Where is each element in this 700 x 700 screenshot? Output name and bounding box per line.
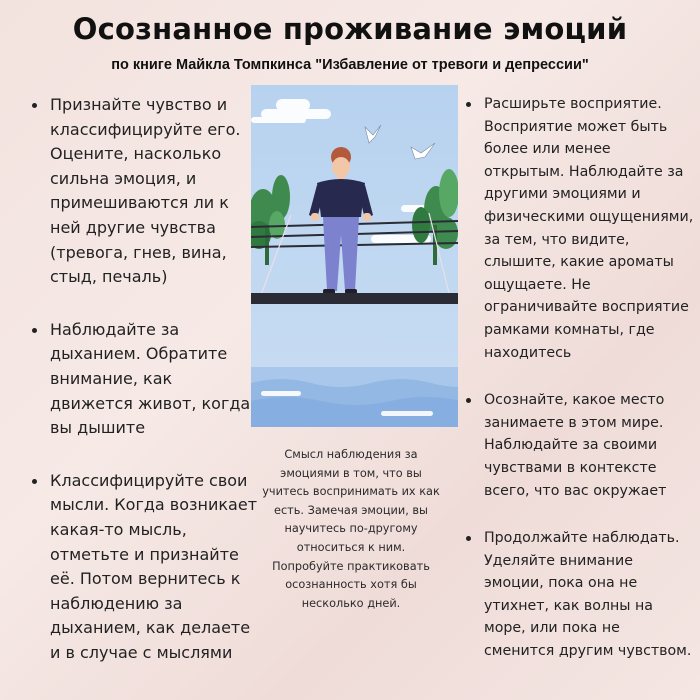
list-item: Продолжайте наблюдать. Уделяйте внимание эмоции, пока она не утихнет, как волны на море, или пока не сменится другим чувством.	[462, 527, 694, 663]
bridge-deck	[251, 293, 458, 304]
list-item: Расширьте восприятие. Восприятие может быть более или менее открытым. Наблюдайте за другими эмоциями и физическими ощущениями, за тем, что видите, слышите, какие ароматы ощущаете. Не ограничивайте восприятие рамками комнаты, где находитесь	[462, 93, 694, 364]
center-note: Смысл наблюдения за эмоциями в том, что вы учитесь воспринимать их как есть. Замечая эмоции, вы научитесь по-другому относиться к ним. Попробуйте практиковать осознанность хотя бы несколько дней.	[262, 448, 440, 610]
right-column	[462, 93, 694, 688]
page-title: Осознанное проживание эмоций	[72, 12, 628, 46]
list-item: Наблюдайте за дыханием. Обратите внимание, как движется живот, когда вы дышите	[28, 318, 258, 441]
list-item: Классифицируйте свои мысли. Когда возникает какая-то мысль, отметьте и признайте её. Потом вернитесь к наблюдению за дыханием, как делаете и в случае с мыслями	[28, 469, 258, 666]
left-column	[28, 93, 258, 693]
list-item: Признайте чувство и классифицируйте его. Оцените, насколько сильна эмоция, и примешиваются ли к ней другие чувства (тревога, гнев, вина, стыд, печаль)	[28, 93, 258, 290]
list-item: Осознайте, какое место занимаете в этом мире. Наблюдайте за своими чувствами в контексте всего, что вас окружает	[462, 389, 694, 502]
page-subtitle: по книге Майкла Томпкинса "Избавление от тревоги и депрессии"	[111, 57, 589, 73]
person-on-bridge-illustration	[251, 85, 458, 427]
